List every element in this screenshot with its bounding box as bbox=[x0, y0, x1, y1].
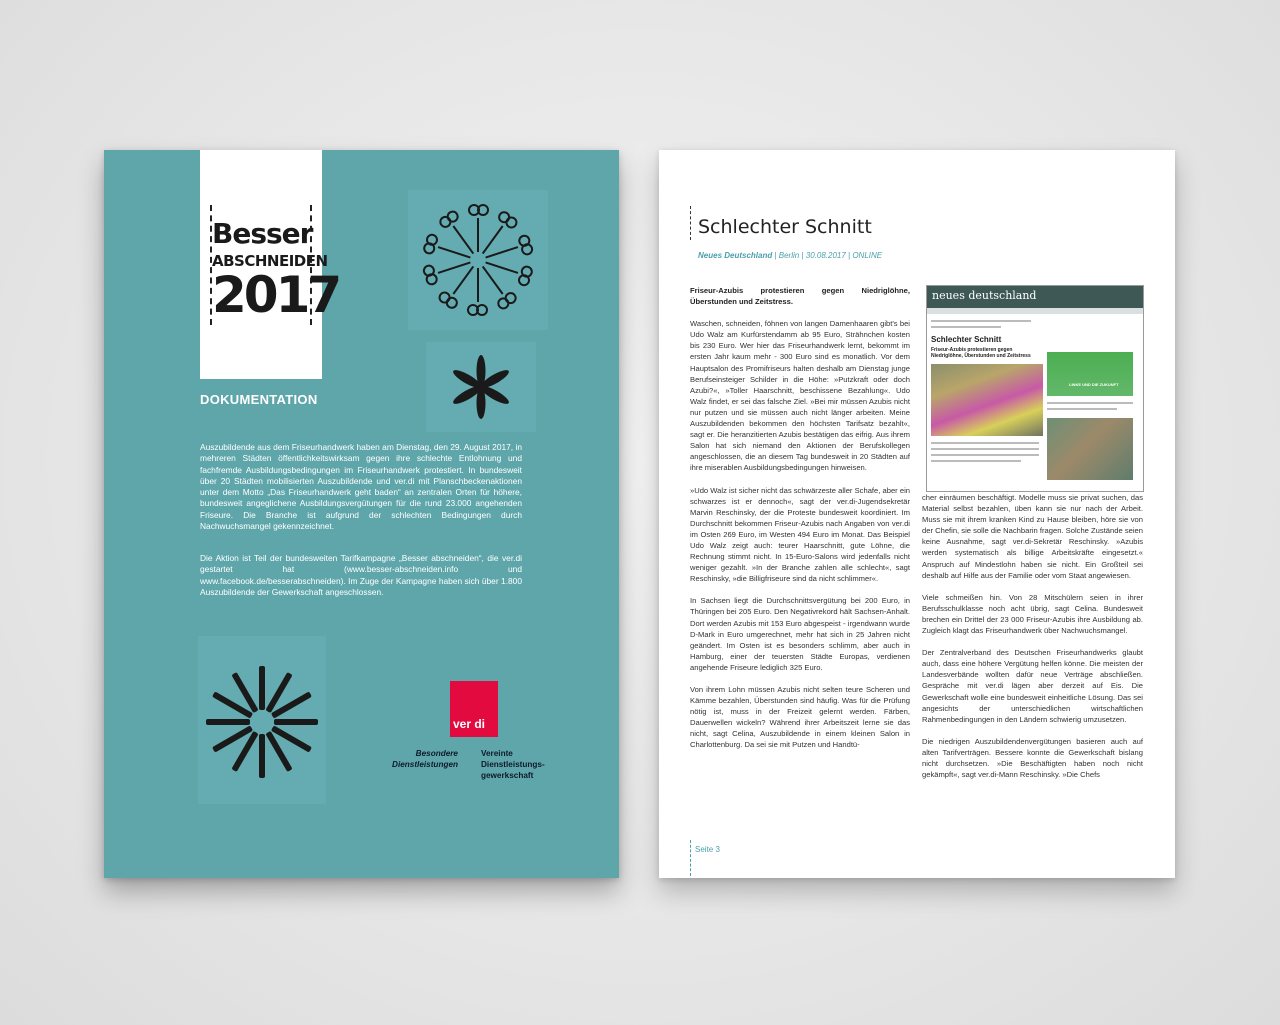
advert-text: LINKE UND DIE ZUKUNFT bbox=[1069, 382, 1119, 387]
title-besser: Besser bbox=[212, 217, 313, 250]
newspaper-logo: neues deutschland bbox=[932, 289, 1037, 302]
newspaper-subtitle: Friseur-Azubis protestieren gegen Niedriglöhne, Überstunden und Zeitstress bbox=[931, 347, 1031, 359]
source-publication: Neues Deutschland bbox=[698, 251, 773, 260]
text-line bbox=[1047, 402, 1133, 404]
comb-circle-icon bbox=[198, 636, 326, 804]
text-line bbox=[931, 442, 1039, 444]
article-paragraph: Der Zentralverband des Deutschen Friseurhandwerks glaubt auch, dass eine höhere Vergütung helfen könne. Die meisten der Landesverbände wollten dafür neue Verträge abschließen. Gespräche mit ver.di lägen aber derzeit auf Eis. Die Gewerkschaft wolle eine bundesweit einheitliche Lösung. Das sei angesichts der unterschiedlichen wirtschaftlichen Rahmenbedingungen in den Ländern schwierig umzusetzen. bbox=[922, 648, 1143, 724]
advert-image bbox=[1047, 352, 1133, 396]
newspaper-nav bbox=[927, 308, 1143, 314]
newspaper-screenshot bbox=[926, 285, 1144, 492]
campaign-title-box bbox=[200, 150, 340, 379]
dashed-marker bbox=[690, 840, 691, 876]
cover-page bbox=[104, 150, 619, 878]
text-line bbox=[1047, 408, 1117, 410]
article-column-2 bbox=[922, 492, 1143, 791]
section-label: DOKUMENTATION bbox=[200, 392, 318, 407]
text-line bbox=[931, 460, 1021, 462]
title-year: 2017 bbox=[212, 266, 340, 324]
division-name: Besondere Dienstleistungen bbox=[392, 749, 458, 769]
intro-paragraph: Die Aktion ist Teil der bundesweiten Tarifkampagne „Besser abschneiden“, die ver.di gestartet hat (www.besser-abschneiden.info und www.facebook.de/besserabschneiden). Im Zuge der Kampagne haben sich über 1.800 Auszubildende der Gewerkschaft angeschlossen. bbox=[200, 553, 522, 597]
text-line bbox=[931, 326, 1001, 328]
page-number: Seite 3 bbox=[695, 845, 720, 854]
protest-photo bbox=[931, 364, 1043, 436]
article-source bbox=[698, 251, 882, 260]
verdi-logo bbox=[450, 681, 498, 737]
article-lead: Friseur-Azubis protestieren gegen Niedriglöhne, Überstunden und Zeitstress. bbox=[690, 286, 910, 307]
intro-paragraph: Auszubildende aus dem Friseurhandwerk haben am Dienstag, den 29. August 2017, in mehreren Städten öffentlichkeitswirksam gegen ihre schlechte Entlohnung und fachfremde Ausbildungsbedingungen im Friseurhandwerk protestiert. In bundesweit über 20 Städten mobilisierten Auszubildende und ver.di mit Planschbeckenaktionen unter dem Motto „Das Friseurhandwerk geht baden“ an zentralen Orten für höhere, bundesweit angeglichene Ausbildungsvergütungen für die rund 23.000 angehenden Friseure. Die Branche ist aufgrund der schlechten Bedingungen durch Nachwuchsmangel gekennzeichnet. bbox=[200, 442, 522, 532]
text-line bbox=[931, 320, 1031, 322]
newspaper-title: Schlechter Schnitt bbox=[931, 335, 1002, 344]
scissors-circle-icon bbox=[408, 190, 548, 330]
article-column-1 bbox=[690, 285, 910, 762]
article-paragraph: Waschen, schneiden, föhnen von langen Damenhaaren gibt's bei Udo Walz am Kurfürstendamm ab 95 Euro, Strähnchen kosten bis 230 Euro. Wer hier das Friseurhandwerk lernt, bekommt im ersten Jahr kaum mehr - 300 Euro sind es monatlich. Vor dem Hauptsalon des Promifriseurs halten deshalb am Dienstag junge Berufseinsteiger Schilder in die Höhe: »Putzkraft oder doch Azubi?«, »Toller Haarschnitt, beschissene Bezahlung«. Udo Walz findet, er sei das falsche Ziel. »Bei mir müssen Azubis nicht nur putzen und sie müssen auch nicht länger arbeiten. Meine Auszubildenden bekommen den höchsten Tarifsatz bezahlt«, sagt er. Die heranzitierten Azubis bestätigen das eifrig. Aus ihrem Salon hat sich niemand den Aktionen der Berufskollegen angeschlossen, die an diesem Tag bundesweit in 20 Städten auf ihre miserablen Ausbildungsbedingungen hinweisen. bbox=[690, 319, 910, 473]
text-line bbox=[931, 448, 1039, 450]
article-headline: Schlechter Schnitt bbox=[698, 216, 872, 238]
dashed-marker bbox=[690, 206, 691, 240]
title-abschneiden: ABSCHNEIDEN bbox=[212, 252, 328, 270]
article-paragraph: cher einräumen beschäftigt. Modelle muss sie privat suchen, das Material selbst bezahlen, üben kann sie nur nach der Arbeit. Muss sie mit ihrem kranken Kind zu Hause bleiben, höre sie von der Chefin, sie solle die Nachbarin fragen. Solche Zustände seien keine Ausnahme, sagt ver.di-Sekretär Reschinsky. »Azubis werden systematisch als billige Arbeitskräfte eingesetzt.« Anspruch auf Mindestlohn haben sie nicht. Ein Großteil sei deshalb auf Hilfe aus der Familie oder vom Staat angewiesen. bbox=[922, 493, 1143, 580]
aerial-photo bbox=[1047, 418, 1133, 480]
article-paragraph: Viele schmeißen hin. Von 28 Mitschülern seien in ihrer Berufsschulklasse noch acht übrig, sagt Celina. Bundesweit brechen ein Drittel der 23 000 Friseur-Azubis ihre Ausbildung ab. Zugleich klagt das Friseurhandwerk über Nachwuchsmangel. bbox=[922, 592, 1143, 636]
flower-comb-icon bbox=[426, 342, 536, 432]
newspaper-header bbox=[927, 286, 1143, 308]
article-paragraph: »Udo Walz ist sicher nicht das schwärzeste aller Schafe, aber ein schwarzes ist er dennoch«, sagt der ver.di-Jugendsekretär Marvin Reschinsky, der die Proteste bundesweit koordiniert. Im Durchschnitt bekommen Friseur-Azubis nach Angaben von ver.di im Osten 269 Euro, im Westen 494 Euro im Monat. Das Beispiel Udo Walz zeigt auch: teurer Haarschnitt, gute Löhne, die Rechnung stimmt nicht. In 15-Euro-Salons wird jedenfalls nicht weniger gezahlt. »In der Branche zahlen alle schlecht«, sagt Reschinsky, »die Billigfriseure sind da nicht schlimmer«. bbox=[690, 485, 910, 584]
article-paragraph: Von ihrem Lohn müssen Azubis nicht selten teure Scheren und Kämme bezahlen, Überstunden sind häufig. Was für die Prüfung nötig ist, muss in der Freizeit gelernt werden. Färben, Dauerwellen wickeln? Während ihrer Arbeitszeit lerne sie das nicht, sagt Celina, Auszubildende in einem kleinen Salon in Charlottenburg. Da sei sie mit Putzen und Handtü- bbox=[690, 685, 910, 750]
article-page bbox=[659, 150, 1175, 878]
text-line bbox=[931, 454, 1039, 456]
union-name: Vereinte Dienstleistungs-gewerkschaft bbox=[481, 749, 545, 780]
source-details: | Berlin | 30.08.2017 | ONLINE bbox=[772, 251, 883, 260]
article-paragraph: Die niedrigen Auszubildendenvergütungen basieren auch auf alten Tarifverträgen. Bessere konnte die Gewerkschaft bislang nicht durchsetzen. »Die Beschäftigten haben noch nicht gekämpft«, sagt ver.di-Mann Reschinsky. »Die Chefs bbox=[922, 736, 1143, 780]
article-paragraph: In Sachsen liegt die Durchschnittsvergütung bei 200 Euro, in Thüringen bei 205 Euro. Den Negativrekord hält Sachsen-Anhalt. Dort werden Azubis mit 153 Euro abgespeist - irgendwann wurde D-Mark in Euro umgerechnet, mehr hat sich in 25 Jahren nicht geändert. Im Osten ist es besonders schlimm, aber auch in Hamburg, einer der teuersten Städte Europas, verdienen angehende Friseure lediglich 325 Euro. bbox=[690, 596, 910, 672]
verdi-logo-text: ver di bbox=[453, 717, 486, 731]
